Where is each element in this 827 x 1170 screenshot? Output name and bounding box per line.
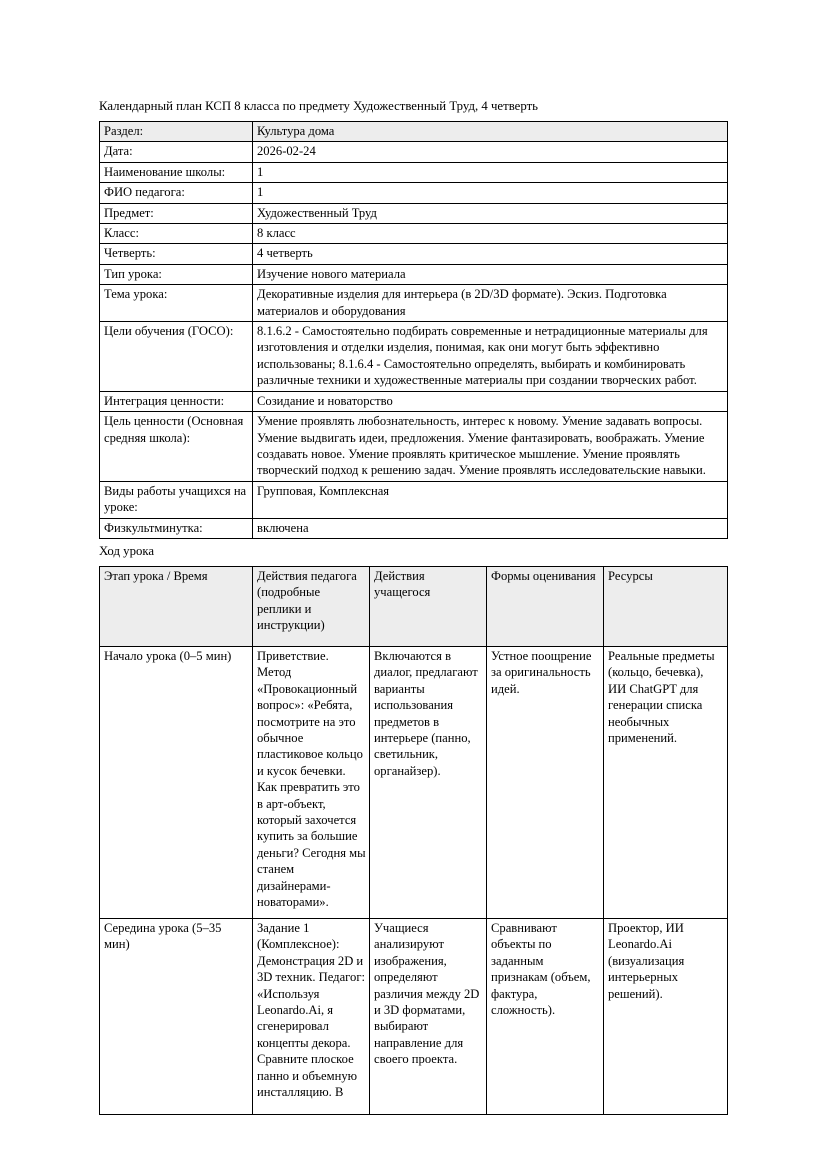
info-label: Дата: — [100, 142, 253, 162]
cell-assessment — [487, 918, 604, 1114]
table-header-row — [100, 566, 728, 646]
column-header-student-actions: Действия учащегося — [370, 566, 487, 646]
info-value: Декоративные изделия для интерьера (в 2D/3D формате). Эскиз. Подготовка материалов и оборудования — [253, 285, 728, 322]
lesson-info-body — [100, 122, 728, 539]
table-row — [100, 183, 728, 203]
cell-student-actions — [370, 918, 487, 1114]
column-header-assessment: Формы оценивания — [487, 566, 604, 646]
info-value: включена — [253, 518, 728, 538]
info-value: Умение проявлять любознательность, интерес к новому. Умение задавать вопросы. Умение выдвигать идеи, предложения. Умение фантазировать, воображать. Умение создавать новое. Умение проявлять критическое мышление. Умение проявлять творческий подход к решению задач. Умение проявлять исследовательские навыки. — [253, 412, 728, 482]
section-caption-lesson-flow: Ход урока — [99, 543, 155, 558]
column-header-teacher-actions: Действия педагога (подробные реплики и инструкции) — [253, 566, 370, 646]
lesson-flow-head — [100, 566, 728, 646]
info-label: Цели обучения (ГОСО): — [100, 322, 253, 392]
info-value: 8.1.6.2 - Самостоятельно подбирать современные и нетрадиционные материалы для изготовления и отделки изделия, понимая, как они могут быть эффективно использованы; 8.1.6.4 - Самостоятельно определять, выбирать и комбинировать различные техники и художественные материалы при создании творческих работ. — [253, 322, 728, 392]
cell-resources — [604, 918, 728, 1114]
info-value: 1 — [253, 162, 728, 182]
info-value: Групповая, Комплексная — [253, 481, 728, 518]
cell-stage: Начало урока (0–5 мин) — [100, 646, 253, 918]
cell-stage — [100, 918, 253, 1114]
table-row — [100, 518, 728, 538]
table-row — [100, 646, 728, 918]
info-label: Физкультминутка: — [100, 518, 253, 538]
info-value: Культура дома — [253, 122, 728, 142]
cell-resources: Реальные предметы (кольцо, бечевка), ИИ ChatGPT для генерации списка необычных применений. — [604, 646, 728, 918]
table-row — [100, 481, 728, 518]
table-row — [100, 264, 728, 284]
column-header-stage: Этап урока / Время — [100, 566, 253, 646]
info-label: Интеграция ценности: — [100, 391, 253, 411]
info-value: 1 — [253, 183, 728, 203]
info-label: Тема урока: — [100, 285, 253, 322]
cell-teacher-actions-text: Задание 1 (Комплексное): Демонстрация 2D и 3D техник. Педагог: «Используя Leonardo.Ai, я сгенерировал концепты декора. Сравните плоское панно и объемную инсталляцию. В — [257, 920, 365, 1099]
info-label: ФИО педагога: — [100, 183, 253, 203]
table-row — [100, 918, 728, 1114]
table-row — [100, 162, 728, 182]
table-row — [100, 203, 728, 223]
table-row — [100, 285, 728, 322]
info-label: Предмет: — [100, 203, 253, 223]
table-row — [100, 142, 728, 162]
lesson-flow-body — [100, 646, 728, 1114]
info-label: Раздел: — [100, 122, 253, 142]
cell-assessment: Устное поощрение за оригинальность идей. — [487, 646, 604, 918]
table-row — [100, 122, 728, 142]
info-label: Наименование школы: — [100, 162, 253, 182]
info-value: Художественный Труд — [253, 203, 728, 223]
cell-teacher-actions — [253, 918, 370, 1114]
cell-student-actions-text: Учащиеся анализируют изображения, определяют различия между 2D и 3D форматами, выбирают направление для своего проекта. — [374, 920, 480, 1067]
info-label: Тип урока: — [100, 264, 253, 284]
table-row — [100, 224, 728, 244]
info-value: Созидание и новаторство — [253, 391, 728, 411]
info-value: 2026-02-24 — [253, 142, 728, 162]
info-label: Класс: — [100, 224, 253, 244]
page-title: Календарный план КСП 8 класса по предмету Художественный Труд, 4 четверть — [99, 99, 539, 113]
cell-stage-text: Середина урока (5–35 мин) — [104, 920, 222, 952]
cell-teacher-actions: Приветствие. Метод «Провокационный вопрос»: «Ребята, посмотрите на это обычное пластиковое кольцо и кусок бечевки. Как превратить это в арт-объект, который захочется купить за большие деньги? Сегодня мы станем дизайнерами-новаторами». — [253, 646, 370, 918]
cell-resources-text: Проектор, ИИ Leonardo.Ai (визуализация интерьерных решений). — [608, 920, 685, 1001]
table-row — [100, 412, 728, 482]
table-row — [100, 244, 728, 264]
table-row — [100, 322, 728, 392]
lesson-info-table — [99, 121, 728, 539]
info-label: Виды работы учащихся на уроке: — [100, 481, 253, 518]
cell-assessment-text: Сравнивают объекты по заданным признакам (объем, фактура, сложность). — [491, 920, 591, 1017]
info-value: Изучение нового материала — [253, 264, 728, 284]
info-value: 8 класс — [253, 224, 728, 244]
info-value: 4 четверть — [253, 244, 728, 264]
info-label: Четверть: — [100, 244, 253, 264]
lesson-flow-table — [99, 566, 728, 1115]
table-row — [100, 391, 728, 411]
column-header-resources: Ресурсы — [604, 566, 728, 646]
cell-student-actions: Включаются в диалог, предлагают варианты использования предметов в интерьере (панно, светильник, органайзер). — [370, 646, 487, 918]
info-label: Цель ценности (Основная средняя школа): — [100, 412, 253, 482]
